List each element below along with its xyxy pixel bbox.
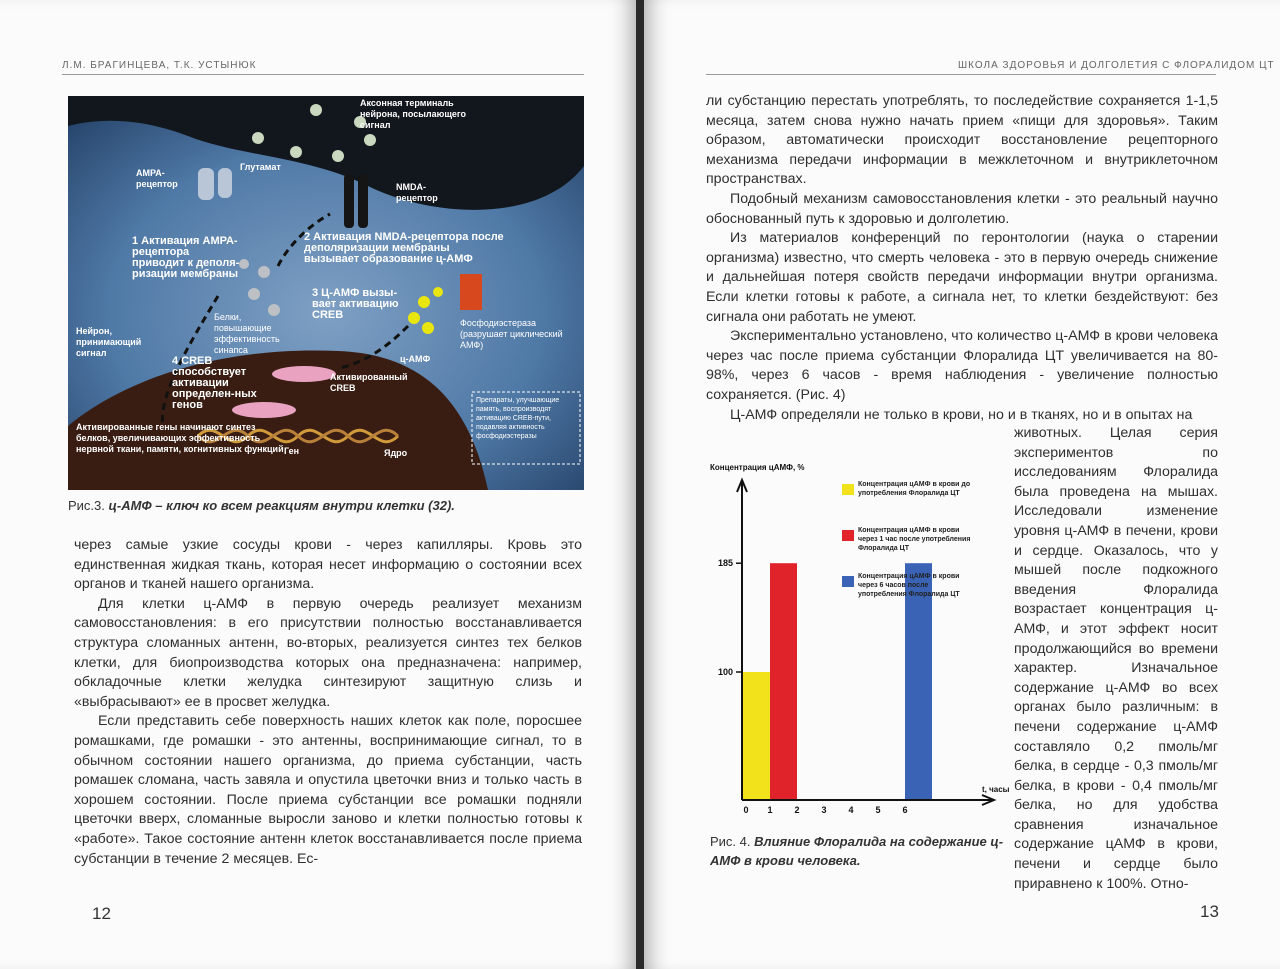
y-axis-label: Концентрация цАМФ, % xyxy=(710,463,805,472)
right-body-text xyxy=(706,92,1218,425)
label-step2: 2 Активация NMDA-рецептора после деполяризации мембраны вызывает образование ц-АМФ xyxy=(304,231,504,265)
label-drugs: Препараты, улучшающие память, воспроизводят активацию CREB-пути, подавляя активность фосфодиэстеразы xyxy=(476,397,560,440)
running-head-left: Л.М. БРАГИНЦЕВА, Т.К. УСТЫНЮК xyxy=(62,60,257,71)
x-tick-label: 5 xyxy=(875,805,881,815)
label-glutamate: Глутамат xyxy=(240,162,281,172)
x-tick-label: 1 xyxy=(767,805,773,815)
paragraph: Для клетки ц-АМФ в первую очередь реализует механизм самовосстановления: в его присутствии полностью восстанавливается структура сломанных антенн, во-вторых, реализуется синтез тех белков клетки, для биопроизводства которых она предназначена: например, обкладочные клетки желудка синтезируют защитную слизь и «выбрасывают» ее в просвет желудка. xyxy=(74,595,582,710)
x-tick-label: 2 xyxy=(794,805,800,815)
legend-item-1 xyxy=(858,526,978,570)
figure-4-chart xyxy=(700,460,1010,820)
figure-3-caption-title: ц-АМФ – ключ ко всем реакциям внутри клетки (32). xyxy=(108,498,455,513)
side-column-text: животных. Целая серия экспериментов по исследованиям Флоралида была проведена на мышах. Исследовали изменение уровня ц-АМФ в печени, крови и сердце. Оказалось, что у мышей после подкожного введения Флоралида возрастает концентрация ц-АМФ, и этот эффект носит продолжающийся во времени характер. Изначальное содержание ц-АМФ во всех органах было различным: в печени содержание ц-АМФ составляло 0,2 пмоль/мг белка, в сердце - 0,3 пмоль/мг белка, в крови - 0,4 пмоль/мг белка, но для удобства сравнения изначальное содержание цАМФ в крови, печени и сердце было приравнено к 100%. Отно- xyxy=(1014,425,1218,892)
label-neuron: Нейрон, принимающий сигнал xyxy=(76,326,142,358)
label-nucleus: Ядро xyxy=(384,448,408,458)
paragraph: Если представить себе поверхность наших клеток как поле, поросшее ромашками, где ромашки - это антенны, воспринимающие сигнал, то в обычном состоянии нашего организма, до приема субстанции, часть ромашек сломана, часть завяла и опустила цветочки вниз и только часть в хорошем состоянии. После приема субстанции все ромашки подняли цветочки вверх, сломанные выросли заново и клетки полностью готовы к «работе». Такое состояние антенн клеток восстанавливается после приема субстанции в течение 2 месяцев. Ес- xyxy=(74,713,582,867)
figure-4-caption-prefix: Рис. 4. xyxy=(710,834,751,849)
paragraph: Ц-АМФ определяли не только в крови, но и в тканях, но и в опытах на xyxy=(730,406,1193,423)
figure-3-caption xyxy=(68,498,455,513)
legend-item-2 xyxy=(858,572,978,616)
label-phosphodiesterase: Фосфодиэстераза (разрушает циклический АМФ) xyxy=(460,318,563,350)
figure-3-illustration xyxy=(68,96,584,490)
book-gutter xyxy=(636,0,644,969)
label-step4: 4 CREB способствует активации определен-ных генов xyxy=(172,355,257,411)
label-step1: 1 Активация АМРА-рецептора приводит к деполя-ризации мембраны xyxy=(132,235,240,280)
label-nmda: NMDA-рецептор xyxy=(396,182,438,203)
label-ampa: АМРА-рецептор xyxy=(136,168,178,189)
label-axon: Аксонная терминаль нейрона, посылающего сигнал xyxy=(360,98,467,130)
x-tick-label: 0 xyxy=(743,805,749,815)
left-page xyxy=(0,0,636,969)
label-camp: ц-АМФ xyxy=(400,354,431,364)
figure-4-caption xyxy=(710,832,1010,870)
paragraph: Экспериментально установлено, что количество ц-АМФ в крови человека через час после приема субстанции Флоралида ЦТ увеличивается на 80-98%, через 6 часов - время наблюдения - увеличение полностью сохраняется. (Рис. 4) xyxy=(706,328,1218,403)
paragraph: через самые узкие сосуды крови - через капилляры. Кровь это единственная жидкая ткань, которая несет информацию о состоянии всех органов и тканей нашего организма. xyxy=(74,537,582,593)
label-proteins: Белки, повышающие эффективность синапса xyxy=(214,312,280,355)
y-tick-label: 100 xyxy=(717,667,733,677)
legend-swatch-1 xyxy=(842,530,854,541)
page-number-left: 12 xyxy=(92,904,111,923)
paragraph: Подобный механизм самовосстановления клетки - это реальный научно обоснованный путь к здоровью и долголетию. xyxy=(706,190,1218,227)
legend-swatch-0 xyxy=(842,484,854,495)
paragraph: ли субстанцию перестать употреблять, то последействие сохраняется 1-1,5 месяца, затем снова нужно начать прием «пищи для здоровья». Таким образом, автоматически происходит восстановление рецепторного механизма передачи информации в межклеточном и внутриклеточном пространствах. xyxy=(706,93,1218,188)
bar-1 xyxy=(770,563,797,800)
x-tick-label: 6 xyxy=(902,805,908,815)
figure-4-caption-title: Влияние Флоралида на содержание ц-АМФ в крови человека. xyxy=(710,834,1004,868)
x-tick-label: 3 xyxy=(821,805,827,815)
x-tick-label: 4 xyxy=(848,805,854,815)
page-number-right: 13 xyxy=(1200,902,1219,921)
legend-label: Концентрация цАМФ в крови через 6 часов после употребления Флоралида ЦТ xyxy=(858,573,960,598)
legend-label: Концентрация цАМФ в крови до употребления Флоралида ЦТ xyxy=(858,481,971,497)
bar-chart xyxy=(700,460,1010,820)
header-rule xyxy=(706,74,1216,75)
running-head-right: ШКОЛА ЗДОРОВЬЯ И ДОЛГОЛЕТИЯ С ФЛОРАЛИДОМ ЦТ xyxy=(958,60,1275,71)
label-gene: Ген xyxy=(284,446,300,456)
figure-3-caption-prefix: Рис.3. xyxy=(68,498,105,513)
left-body-text xyxy=(74,536,582,869)
legend-item-0 xyxy=(858,480,978,524)
label-step3: 3 Ц-АМФ вызы-вает активацию CREB xyxy=(312,287,399,321)
legend-swatch-2 xyxy=(842,576,854,587)
y-tick-label: 185 xyxy=(717,558,733,569)
x-axis-label: t, часы xyxy=(982,785,1010,794)
label-creb: Активированный CREB xyxy=(330,372,408,393)
legend-label: Концентрация цАМФ в крови через 1 час после употребления Флоралида ЦТ xyxy=(858,527,971,552)
bar-0 xyxy=(743,672,770,800)
header-rule xyxy=(62,74,584,75)
paragraph: Из материалов конференций по геронтологии (наука о старении организма) известно, что смерть человека - это в первую очередь снижение и дальнейшая потеря свойств передачи информации внутри организма. Если клетки готовы к работе, а сигнала нет, то клетки бездействуют: без сигнала они работать не умеют. xyxy=(706,230,1218,325)
label-genes: Активированные гены начинают синтез белков, увеличивающих эффективность нервной ткани, памяти, когнитивных функций xyxy=(76,422,284,454)
